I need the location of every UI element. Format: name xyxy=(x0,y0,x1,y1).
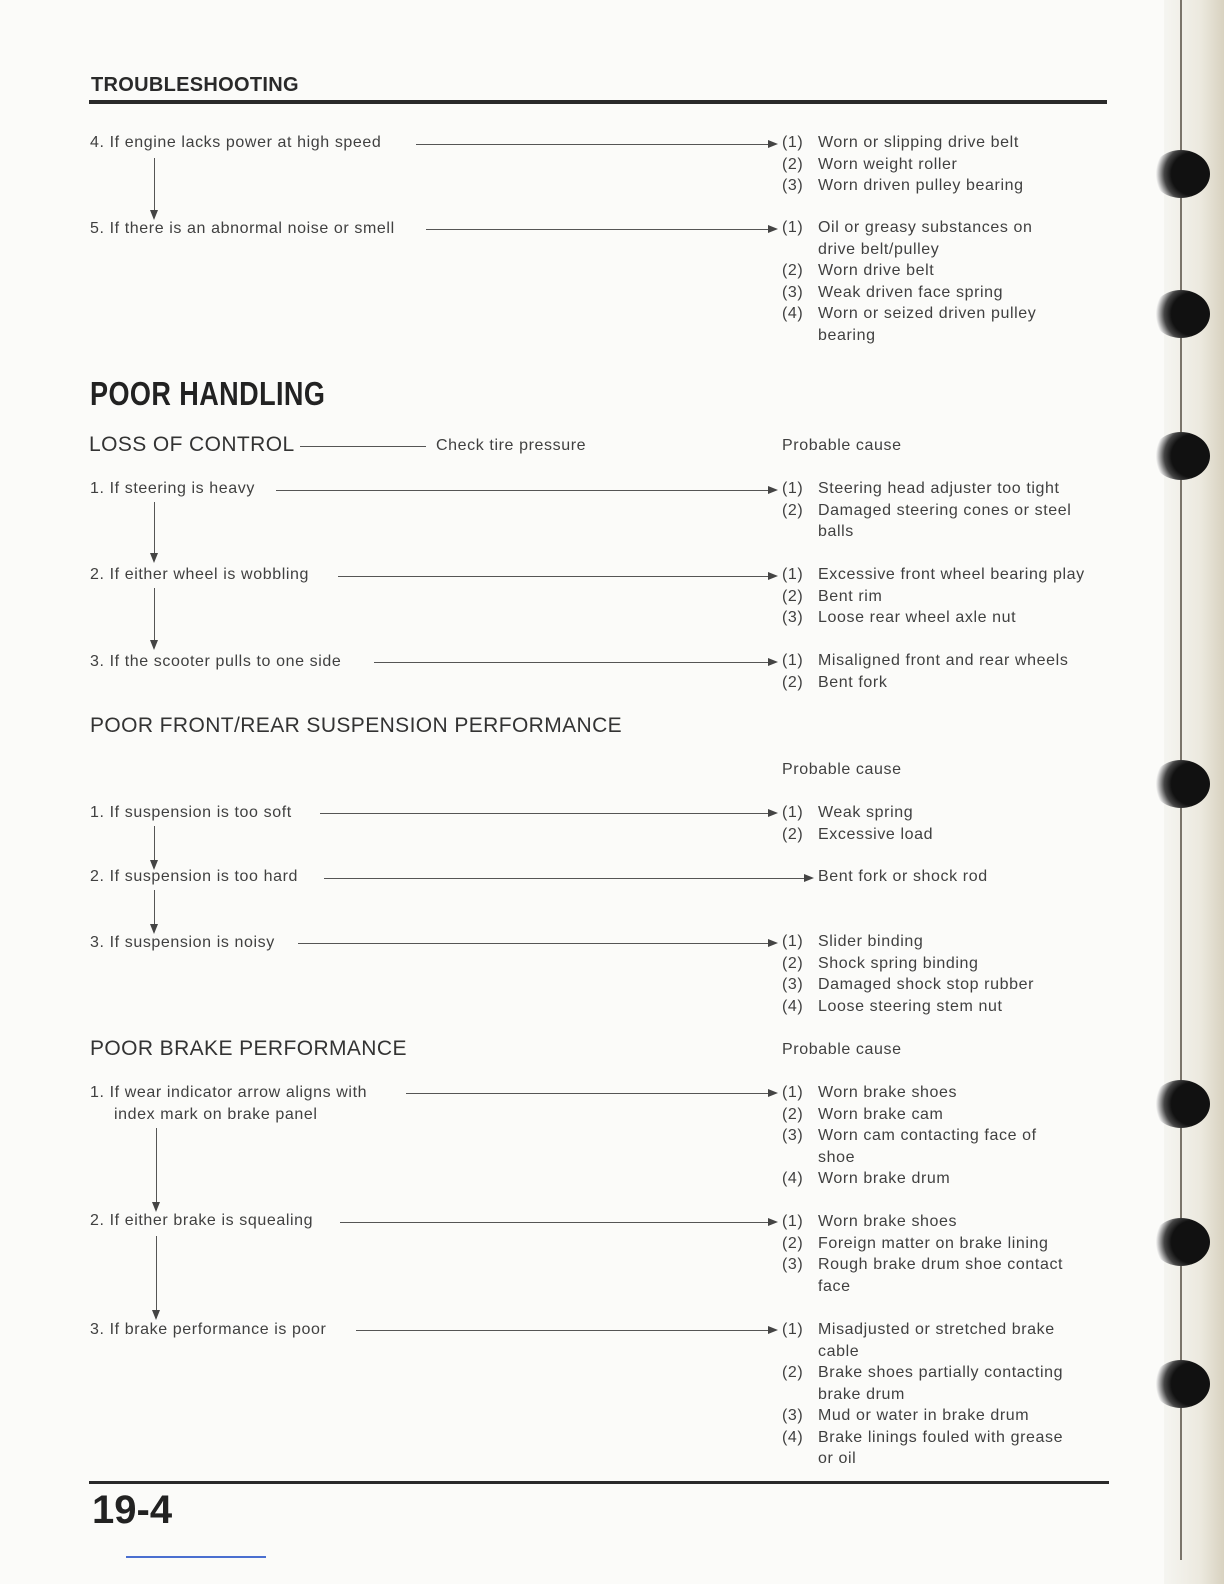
cause-item xyxy=(782,931,1034,953)
cause-item xyxy=(782,1211,1063,1233)
cause-number: (1) xyxy=(782,1084,804,1101)
cause-list xyxy=(782,1211,1063,1297)
cause-number: (2) xyxy=(782,825,804,843)
cause-number: (2) xyxy=(782,501,804,519)
brake-item-3-label: 3. If brake performance is poor xyxy=(90,1321,327,1338)
cause-item xyxy=(782,586,1085,608)
connector-line xyxy=(426,229,768,230)
cause-number: (2) xyxy=(782,1234,804,1252)
connector-line xyxy=(276,490,768,491)
cause-item xyxy=(782,1254,1063,1297)
connector-line xyxy=(406,1093,768,1094)
binder-hole xyxy=(1152,1218,1210,1266)
cause-text: Worn brake drum xyxy=(818,1170,951,1187)
probable-cause-label: Probable cause xyxy=(782,761,902,778)
cause-text: Steering head adjuster too tight xyxy=(818,480,1060,497)
binder-hole xyxy=(1152,432,1210,480)
binder-hole xyxy=(1152,1080,1210,1128)
cause-number: (3) xyxy=(782,1256,804,1273)
cause-item xyxy=(782,953,1034,975)
header-rule xyxy=(89,100,1107,104)
cause-number: (4) xyxy=(782,1170,804,1187)
cause-text: Worn driven pulley bearing xyxy=(818,177,1024,194)
arrow-down-icon xyxy=(150,924,158,934)
flow-line xyxy=(154,502,155,554)
arrow-right-icon xyxy=(768,225,778,233)
cause-item xyxy=(782,1405,1063,1427)
cause-item xyxy=(782,996,1034,1018)
cause-text: Worn weight roller xyxy=(818,155,958,173)
arrow-right-icon xyxy=(768,140,778,148)
cause-text: Worn brake cam xyxy=(818,1105,944,1123)
tire-pressure-note: Check tire pressure xyxy=(436,437,587,454)
cause-number: (2) xyxy=(782,155,804,173)
cause-list xyxy=(782,564,1085,629)
cause-text: Slider binding xyxy=(818,933,924,950)
cause-text: Misaligned front and rear wheels xyxy=(818,652,1069,669)
cause-list xyxy=(782,650,1068,693)
footer-rule xyxy=(89,1481,1109,1484)
cause-list xyxy=(782,1319,1063,1470)
cause-number: (4) xyxy=(782,997,804,1015)
scan-mark xyxy=(126,1556,266,1558)
cause-text: Brake shoes partially contacting brake drum xyxy=(818,1364,1064,1403)
control-item-2-label: 2. If either wheel is wobbling xyxy=(90,566,309,583)
cause-number: (2) xyxy=(782,1364,804,1381)
cause-item xyxy=(782,1233,1063,1255)
arrow-down-icon xyxy=(150,553,158,563)
connector-line xyxy=(356,1330,768,1331)
connector-line xyxy=(374,662,768,663)
cause-number: (4) xyxy=(782,305,804,322)
cause-text: Misadjusted or stretched brake cable xyxy=(818,1321,1055,1360)
cause-text: Worn cam contacting face of shoe xyxy=(818,1127,1037,1166)
cause-item xyxy=(782,132,1024,154)
connector-line xyxy=(298,943,768,944)
cause-text: Excessive load xyxy=(818,825,934,843)
cause-text: Weak driven face spring xyxy=(818,283,1004,301)
arrow-right-icon xyxy=(768,809,778,817)
cause-text: Foreign matter on brake lining xyxy=(818,1234,1049,1252)
connector-line xyxy=(324,878,804,879)
cause-text: Bent fork or shock rod xyxy=(818,868,988,885)
flow-line xyxy=(156,1128,157,1210)
cause-item xyxy=(782,650,1068,672)
cause-item xyxy=(782,1104,1037,1126)
cause-text: Weak spring xyxy=(818,804,914,821)
cause-text: Worn or slipping drive belt xyxy=(818,134,1019,151)
arrow-right-icon xyxy=(768,486,778,494)
cause-text: Rough brake drum shoe contact face xyxy=(818,1256,1064,1295)
connector-line xyxy=(320,813,768,814)
drive-item-4-label: 4. If engine lacks power at high speed xyxy=(90,134,382,151)
arrow-down-icon xyxy=(152,1202,160,1212)
cause-list xyxy=(782,1082,1037,1190)
cause-item xyxy=(782,175,1024,197)
cause-list xyxy=(782,217,1036,346)
connector-line xyxy=(338,576,768,577)
suspension-item-3-label: 3. If suspension is noisy xyxy=(90,934,275,951)
control-item-1-label: 1. If steering is heavy xyxy=(90,480,255,497)
cause-number: (3) xyxy=(782,1407,804,1424)
cause-text: Excessive front wheel bearing play xyxy=(818,566,1085,583)
page-header-title: TROUBLESHOOTING xyxy=(91,74,299,96)
cause-number: (3) xyxy=(782,177,804,194)
cause-text: Damaged steering cones or steel balls xyxy=(818,501,1072,540)
arrow-right-icon xyxy=(768,1326,778,1334)
cause-list xyxy=(782,866,988,888)
cause-list xyxy=(782,478,1071,543)
subsection-heading: POOR FRONT/REAR SUSPENSION PERFORMANCE xyxy=(90,714,623,737)
cause-number: (1) xyxy=(782,804,804,821)
cause-item xyxy=(782,1125,1037,1168)
binder-hole xyxy=(1152,150,1210,198)
binder-hole xyxy=(1152,290,1210,338)
probable-cause-label: Probable cause xyxy=(782,1041,902,1058)
cause-number: (1) xyxy=(782,219,804,236)
flow-line xyxy=(154,890,155,926)
brake-item-1-label-cont: index mark on brake panel xyxy=(114,1106,318,1123)
arrow-down-icon xyxy=(150,210,158,220)
cause-number: (1) xyxy=(782,652,804,669)
cause-text: Loose steering stem nut xyxy=(818,997,1003,1015)
cause-item xyxy=(782,824,933,846)
cause-item xyxy=(782,607,1085,629)
cause-list xyxy=(782,931,1034,1017)
cause-item xyxy=(782,1168,1037,1190)
cause-item xyxy=(782,478,1071,500)
cause-text: Bent fork xyxy=(818,673,888,691)
cause-item xyxy=(782,974,1034,996)
connector-line xyxy=(416,144,768,145)
cause-text: Oil or greasy substances on drive belt/pulley xyxy=(818,219,1033,258)
brake-item-1-label: 1. If wear indicator arrow aligns with xyxy=(90,1084,368,1101)
page-number: 19-4 xyxy=(92,1488,173,1532)
binder-hole xyxy=(1152,1360,1210,1408)
control-item-3-label: 3. If the scooter pulls to one side xyxy=(90,653,342,670)
arrow-right-icon xyxy=(768,1089,778,1097)
cause-list xyxy=(782,802,933,845)
cause-number: (2) xyxy=(782,1105,804,1123)
cause-text: Worn brake shoes xyxy=(818,1084,958,1101)
binder-hole xyxy=(1152,760,1210,808)
cause-text: Worn brake shoes xyxy=(818,1213,958,1230)
cause-number: (2) xyxy=(782,954,804,972)
drive-item-5-label: 5. If there is an abnormal noise or smell xyxy=(90,220,395,237)
subsection-heading: LOSS OF CONTROL xyxy=(89,433,295,456)
cause-item xyxy=(782,1427,1063,1470)
cause-number: (1) xyxy=(782,566,804,583)
cause-number: (3) xyxy=(782,976,804,993)
section-title: POOR HANDLING xyxy=(90,375,326,412)
cause-number: (1) xyxy=(782,933,804,950)
cause-number: (1) xyxy=(782,134,804,151)
cause-item xyxy=(782,1362,1063,1405)
suspension-item-1-label: 1. If suspension is too soft xyxy=(90,804,292,821)
arrow-right-icon xyxy=(768,939,778,947)
cause-item xyxy=(782,303,1036,346)
cause-text: Shock spring binding xyxy=(818,954,979,972)
cause-item xyxy=(782,217,1036,260)
cause-item xyxy=(782,672,1068,694)
cause-number: (2) xyxy=(782,587,804,605)
flow-line xyxy=(156,1236,157,1318)
cause-text: Bent rim xyxy=(818,587,883,605)
cause-item xyxy=(782,500,1071,543)
cause-number: (3) xyxy=(782,283,804,301)
flow-line xyxy=(154,826,155,862)
arrow-right-icon xyxy=(768,1218,778,1226)
cause-item xyxy=(782,1319,1063,1362)
cause-item xyxy=(782,154,1024,176)
cause-text: Brake linings fouled with grease or oil xyxy=(818,1428,1064,1467)
cause-item xyxy=(782,866,988,888)
cause-number: (3) xyxy=(782,609,804,626)
suspension-item-2-label: 2. If suspension is too hard xyxy=(90,868,299,885)
cause-text: Damaged shock stop rubber xyxy=(818,976,1034,993)
arrow-down-icon xyxy=(150,640,158,650)
cause-number: (4) xyxy=(782,1428,804,1446)
cause-number: (1) xyxy=(782,1321,804,1338)
connector-line xyxy=(300,446,426,447)
cause-number: (2) xyxy=(782,262,804,279)
cause-text: Worn drive belt xyxy=(818,262,935,279)
cause-item xyxy=(782,564,1085,586)
probable-cause-label: Probable cause xyxy=(782,437,902,454)
cause-number: (1) xyxy=(782,480,804,497)
subsection-heading: POOR BRAKE PERFORMANCE xyxy=(90,1037,407,1060)
cause-item xyxy=(782,802,933,824)
flow-line xyxy=(154,588,155,640)
cause-item xyxy=(782,1082,1037,1104)
cause-item xyxy=(782,260,1036,282)
cause-number: (1) xyxy=(782,1213,804,1230)
flow-line xyxy=(154,158,155,214)
cause-text: Mud or water in brake drum xyxy=(818,1407,1030,1424)
cause-number: (3) xyxy=(782,1127,804,1144)
cause-text: Worn or seized driven pulley bearing xyxy=(818,305,1037,344)
cause-number: (2) xyxy=(782,673,804,691)
brake-item-2-label: 2. If either brake is squealing xyxy=(90,1212,314,1229)
cause-list xyxy=(782,132,1024,197)
arrow-right-icon xyxy=(768,572,778,580)
arrow-down-icon xyxy=(152,1310,160,1320)
cause-item xyxy=(782,282,1036,304)
arrow-right-icon xyxy=(768,658,778,666)
cause-text: Loose rear wheel axle nut xyxy=(818,609,1017,626)
connector-line xyxy=(340,1222,768,1223)
